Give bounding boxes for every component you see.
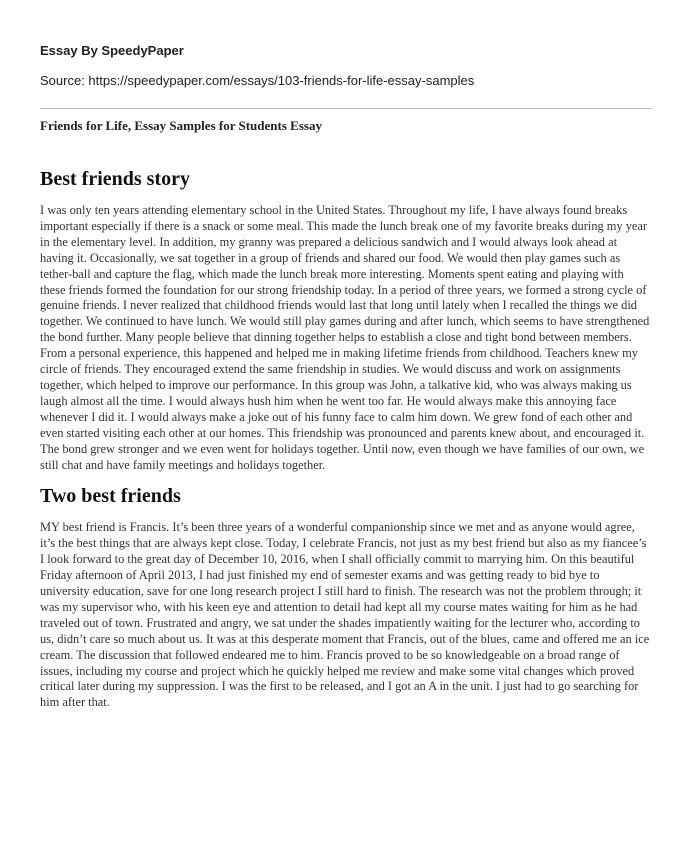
section-paragraph-best-friends-story: I was only ten years attending elementary school in the United States. Throughout my life, I have always found breaks important especially if there is a snack or some meal. This made the lunch break one of my favorite breaks during my year in the elementary level. In addition, my granny was prepared a delicious sandwich and I would always look ahead at having it. Occasionally, we sat together in a group of friends and shared our food. We would then play games such as tether-ball and capture the flag, which made the lunch break more interesting. Moments spent eating and playing with these friends formed the foundation for our strong friendship today. In a period of three years, we formed a strong cycle of genuine friends. I never realized that childhood friends would last that long until lately when I recalled the things we did together. We continued to have lunch. We would still play games during and after lunch, which seems to have strengthened the bond further. Many people believe that dinning together helps to establish a close and tight bond between members. From a personal experience, this happened and helped me in making lifetime friends from childhood. Teachers knew my circle of friends. They encouraged extend the same friendship in studies. We would discuss and work on assignments together, which helped to improve our performance. In this group was John, a talkative kid, who was always making us laugh almost all the time. I would always hush him when he went too far. He would always make this annoying face whenever I did it. I would always make a joke out of his funny face to calm him down. We grew fond of each other and even started visiting each other at our homes. This friendship was pronounced and parents knew about, and encouraged it. The bond grew stronger and we even went for holidays together. Until now, even though we have families of our own, we still chat and have family meetings and holidays together. (40, 203, 650, 472)
section-heading-two-best-friends: Two best friends (40, 485, 181, 508)
section-heading-best-friends-story: Best friends story (40, 168, 190, 190)
section-paragraph-two-best-friends: MY best friend is Francis. It’s been three years of a wonderful companionship since we met and as anyone would agree, it’s the best things that are always kept close. Today, I celebrate Francis, not just as my best friend but also as my fiancee’s I look forward to the great day of December 10, 2016, when I shall officially commit to marrying him. On this beautiful Friday afternoon of April 2013, I had just finished my end of semester exams and was getting ready to bid bye to university education, save for one long research project I still hard to finish. The research was not the problem through; it was my supervisor who, with his keen eye and attention to detail had kept all my course mates waiting for him as he had traveled out of town. Frustrated and angry, we sat under the shades impatiently waiting for the lecturer who, according to us, didn’t care so much about us. It was at this desperate moment that Francis, out of the blues, came and offered me an ice cream. The discussion that followed endeared me to him. Francis proved to be so knowledgeable on a broad range of issues, including my course and project which he quickly helped me review and make some vital changes which proved critical later during my suppression. I was the first to be released, and I got an A in the unit. I just had to go searching for him after that. (40, 520, 650, 710)
brand-title: Essay By SpeedyPaper (40, 43, 184, 58)
document-title: Friends for Life, Essay Samples for Students Essay (40, 118, 322, 133)
header-divider (40, 108, 652, 109)
source-line: Source: https://speedypaper.com/essays/103-friends-for-life-essay-samples (40, 73, 475, 88)
essay-body (40, 166, 652, 711)
